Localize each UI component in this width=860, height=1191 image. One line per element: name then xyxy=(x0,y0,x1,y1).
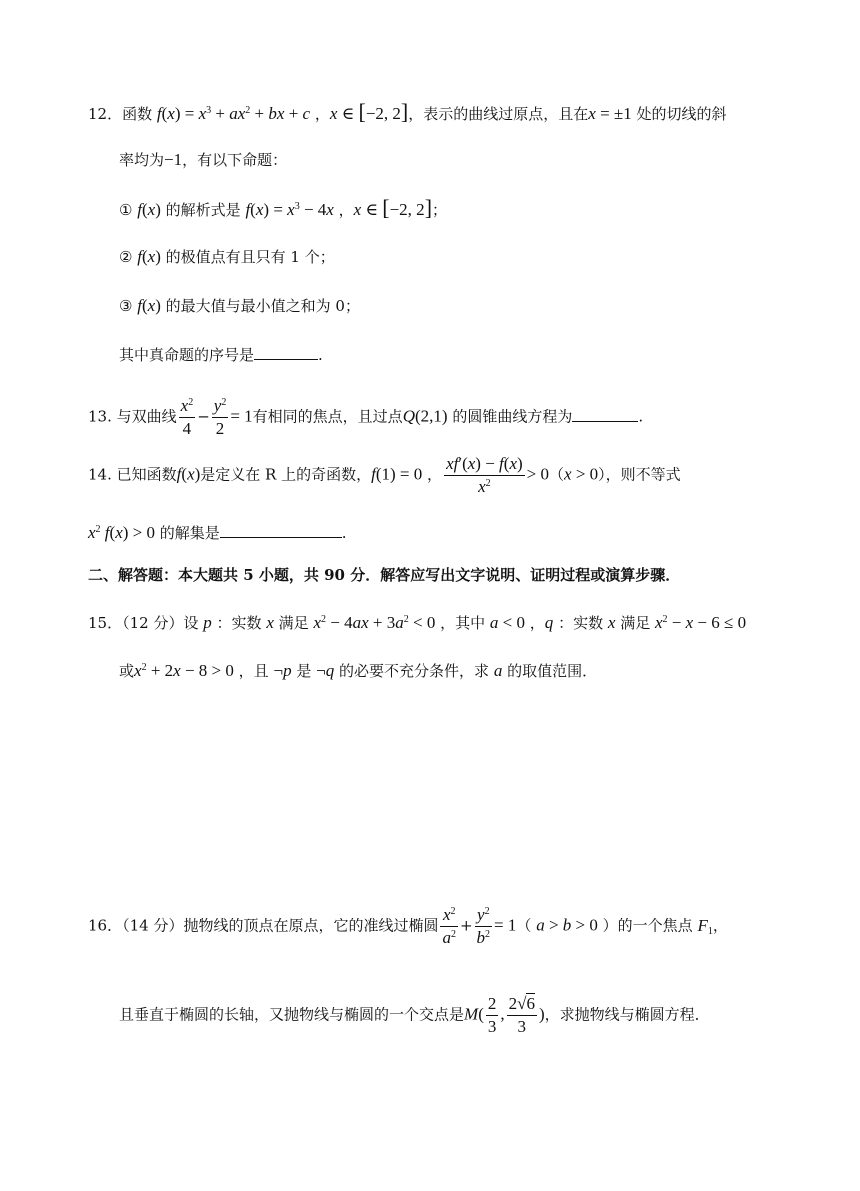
ellipse-fraction-x: $\frac{x^2}{a^2}$ xyxy=(442,905,456,947)
q13-line: 13. 与双曲线 $\frac{x^2}{4}$ − $\frac{y^2}{2}$ = 1有相同的焦点，且过点Q(2,1) 的圆锥曲线方程为 . xyxy=(88,396,644,438)
q12-question: 其中真命题的序号是 . xyxy=(119,346,323,364)
q12-line2: 率均为−1，有以下命题： xyxy=(119,150,288,169)
q14-line1: 14. 已知函数f(x)是定义在 R 上的奇函数，f(1) = 0 ， $\frac{xf'(x) - f(x)}{x^2}$ > 0（x > 0），则不等式 xyxy=(88,454,681,496)
q16-line2: 且垂直于椭圆的长轴，又抛物线与椭圆的一个交点是M( $\frac{2}{3}$ , $\frac{2√6}{3}$ )，求抛物线与椭圆方程． xyxy=(119,994,710,1036)
ellipse-fraction-y: $\frac{y^2}{b^2}$ xyxy=(476,905,491,947)
hyperbola-fraction-y: $\frac{y^2}{2}$ xyxy=(213,396,227,438)
q12-number: 12． xyxy=(88,105,123,123)
point-fraction-x: $\frac{2}{3}$ xyxy=(487,994,497,1036)
q14-line2: $x^2$ f(x) > 0 的解集是 . xyxy=(88,523,347,542)
q12-condition: x = ±1 xyxy=(588,104,632,123)
q12-proposition-3: ③ f(x) 的最大值与最小值之和为 0； xyxy=(119,296,360,315)
q15-line1: 15．（12 分）设 p ：实数 x 满足 $x^2 - 4ax + 3a^2 < 0$ ，其中 a < 0 ，q ：实数 x 满足 $x^2 - x - 6 \le 0$ xyxy=(88,613,747,632)
q12-function: $f(x) = x^3 + ax^2$ + bx + c xyxy=(156,104,311,123)
point-fraction-y: $\frac{2√6}{3}$ xyxy=(508,994,535,1036)
q12-line1: 12．函数 $f(x) = x^3 + ax^2$ + bx + c ，x ∈ [−2, 2]，表示的曲线过原点，且在x = ±1 处的切线的斜 xyxy=(88,99,727,124)
q14-fraction: $\frac{xf'(x) - f(x)}{x^2}$ xyxy=(446,454,523,496)
answer-blank[interactable] xyxy=(572,407,638,422)
q12-proposition-1: ① f(x) 的解析式是 $f(x) = x^3 - 4x$ ，x ∈ [−2, 2]； xyxy=(119,195,448,220)
section-title: 二、解答题：本大题共 5 小题，共 90 分．解答应写出文字说明、证明过程或演算步骤． xyxy=(88,566,681,584)
q12-proposition-2: ② f(x) 的极值点有且只有 1 个； xyxy=(119,247,335,266)
q12-domain: x ∈ [−2, 2] xyxy=(329,99,409,124)
answer-blank[interactable] xyxy=(220,523,342,538)
q15-line2: 或$x^2 + 2x - 8 > 0$ ，且 ¬p 是 ¬q 的必要不充分条件，求 a 的取值范围． xyxy=(119,661,598,680)
q16-line1: 16．（14 分）抛物线的顶点在原点，它的准线过椭圆 $\frac{x^2}{a^2}$ + $\frac{y^2}{b^2}$ = 1（ a > b > 0 ）的一个焦点 $F_1$， xyxy=(88,905,728,947)
answer-blank[interactable] xyxy=(254,345,318,360)
hyperbola-fraction-x: $\frac{x^2}{4}$ xyxy=(180,396,194,438)
